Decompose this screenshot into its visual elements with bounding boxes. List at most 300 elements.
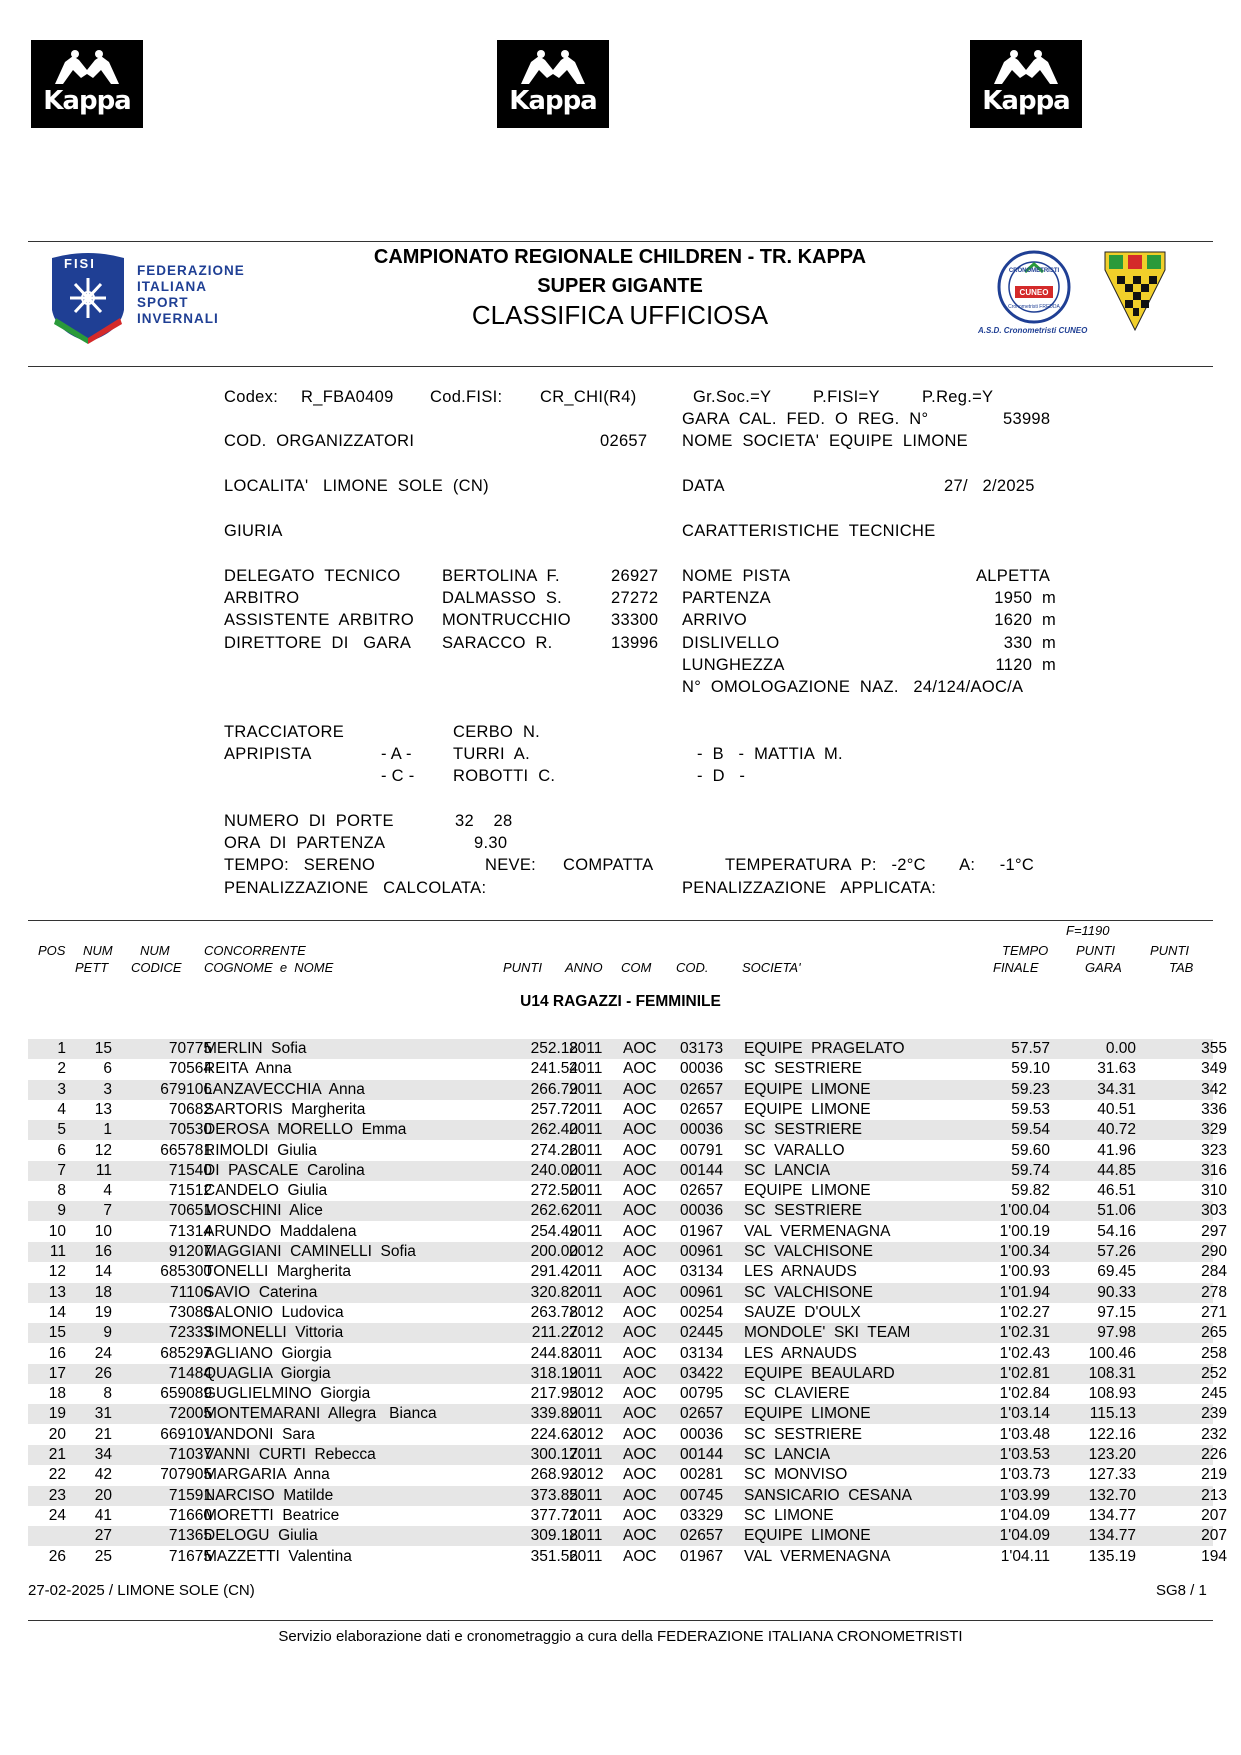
cell-gara: 44.85 — [1097, 1161, 1136, 1179]
apripista-b: - B - MATTIA M. — [697, 745, 843, 763]
footer-page-id: SG8 / 1 — [1156, 1582, 1207, 1599]
cell-soc: SC LIMONE — [744, 1506, 834, 1524]
apripista-c-name: ROBOTTI C. — [453, 767, 556, 785]
cell-pett: 19 — [94, 1303, 112, 1321]
cell-cod: 00144 — [680, 1161, 724, 1179]
arbitro-label: ARBITRO — [224, 589, 300, 607]
cell-soc: SC MONVISO — [744, 1466, 848, 1484]
cell-tab: 258 — [1201, 1344, 1227, 1362]
cell-cod: 00036 — [680, 1202, 724, 1220]
cell-cod: 00791 — [680, 1141, 724, 1159]
kappa-wordmark: Kappa — [509, 86, 597, 116]
assistente-label: ASSISTENTE ARBITRO — [224, 611, 414, 629]
header-divider-bottom — [28, 366, 1213, 367]
temperatura: TEMPERATURA P: -2°C A: -1°C — [725, 856, 1035, 874]
cell-anno: 2011 — [569, 1060, 603, 1078]
cell-tab: 239 — [1201, 1405, 1227, 1423]
cell-pos: 18 — [48, 1385, 66, 1403]
table-row — [28, 1404, 1227, 1424]
cell-tempo: 1'03.14 — [999, 1405, 1050, 1423]
cell-com: AOC — [623, 1486, 657, 1504]
cell-soc: EQUIPE BEAULARD — [744, 1364, 895, 1382]
header-num2: NUM — [140, 943, 170, 958]
cell-pos: 13 — [48, 1283, 66, 1301]
cell-tempo: 1'02.27 — [999, 1303, 1050, 1321]
cell-cod: 02657 — [680, 1182, 724, 1200]
cell-punti: 263.78 — [530, 1303, 578, 1321]
cell-gara: 122.16 — [1088, 1425, 1136, 1443]
fisi-line: FEDERAZIONE — [137, 263, 245, 278]
cell-tab: 271 — [1201, 1303, 1227, 1321]
cell-codice: 70564 — [168, 1060, 212, 1078]
cell-punti: 262.40 — [530, 1121, 578, 1139]
cell-punti: 262.62 — [530, 1202, 578, 1220]
cell-gara: 135.19 — [1088, 1547, 1136, 1565]
cell-soc: EQUIPE LIMONE — [744, 1080, 871, 1098]
cell-codice: 70530 — [168, 1121, 212, 1139]
cell-pos: 11 — [49, 1243, 66, 1260]
cell-pett: 16 — [94, 1243, 112, 1260]
cell-punti: 224.63 — [530, 1425, 578, 1443]
cell-tab: 323 — [1201, 1141, 1227, 1159]
stopwatch-badge-icon — [997, 250, 1071, 324]
cell-cod: 00795 — [680, 1385, 724, 1403]
cell-soc: EQUIPE LIMONE — [744, 1405, 871, 1423]
cell-pos: 21 — [48, 1446, 66, 1463]
cell-anno: 2012 — [569, 1466, 604, 1484]
cell-gara: 108.93 — [1088, 1385, 1136, 1403]
cell-pett: 1 — [103, 1121, 112, 1139]
cell-pett: 41 — [94, 1506, 112, 1524]
kappa-figures-icon — [984, 48, 1068, 88]
cell-anno: 2012 — [569, 1243, 604, 1260]
cell-cod: 00144 — [680, 1446, 724, 1463]
cell-pett: 42 — [94, 1466, 112, 1484]
gara-cal-label: GARA CAL. FED. O REG. N° — [682, 410, 929, 428]
cell-pos: 23 — [48, 1486, 66, 1504]
cell-anno: 2011 — [569, 1486, 603, 1504]
cell-codice: 71540 — [168, 1161, 212, 1179]
cell-tab: 342 — [1201, 1080, 1227, 1098]
porte-value: 32 28 — [455, 812, 513, 830]
crono-center: CUNEO — [1019, 288, 1049, 297]
cell-soc: VAL VERMENAGNA — [744, 1222, 891, 1240]
cell-com: AOC — [623, 1324, 657, 1342]
cell-cod: 00961 — [680, 1283, 724, 1301]
cell-gara: 134.77 — [1088, 1506, 1136, 1524]
cell-punti: 217.95 — [530, 1385, 578, 1403]
direttore-name: SARACCO R. — [442, 634, 553, 652]
cell-nome: LANZAVECCHIA Anna — [204, 1080, 365, 1098]
table-row — [28, 1039, 1227, 1059]
cell-tempo: 59.53 — [1011, 1100, 1050, 1118]
cell-pos: 17 — [48, 1364, 66, 1382]
cell-nome: VANDONI Sara — [204, 1425, 315, 1443]
tempo-meteo: TEMPO: SERENO — [224, 856, 376, 874]
table-row — [28, 1141, 1227, 1161]
neve-value: COMPATTA — [563, 856, 654, 874]
category-heading: U14 RAGAZZI - FEMMINILE — [520, 993, 721, 1010]
cell-cod: 01967 — [680, 1547, 724, 1565]
cell-punti: 272.50 — [530, 1182, 578, 1200]
cell-codice: 71512 — [168, 1182, 212, 1200]
cell-cod: 00036 — [680, 1060, 724, 1078]
cell-gara: 69.45 — [1097, 1263, 1136, 1281]
cell-tab: 349 — [1201, 1060, 1227, 1078]
cell-gara: 40.51 — [1097, 1100, 1136, 1118]
ora-label: ORA DI PARTENZA — [224, 834, 386, 852]
cell-soc: SC VARALLO — [744, 1141, 845, 1159]
cell-gara: 90.33 — [1097, 1283, 1136, 1301]
tracciatore-name: CERBO N. — [453, 723, 541, 741]
apripista-d: - D - — [697, 767, 746, 785]
delegato-name: BERTOLINA F. — [442, 567, 560, 585]
cell-pos: 16 — [48, 1344, 66, 1362]
cell-soc: VAL VERMENAGNA — [744, 1547, 891, 1565]
fisi-letters: FISI — [64, 256, 96, 271]
cell-punti: 377.71 — [530, 1506, 578, 1524]
localita: LOCALITA' LIMONE SOLE (CN) — [224, 477, 489, 495]
cell-pett: 10 — [94, 1222, 112, 1240]
cell-nome: QUAGLIA Giorgia — [204, 1364, 331, 1382]
cod-org-label: COD. ORGANIZZATORI — [224, 432, 415, 450]
cell-nome: SARTORIS Margherita — [204, 1100, 366, 1118]
footer-divider — [28, 1620, 1213, 1621]
cell-pos: 5 — [57, 1121, 66, 1139]
cell-soc: LES ARNAUDS — [744, 1263, 857, 1281]
cell-anno: 2011 — [569, 1506, 603, 1524]
cell-codice: 71365 — [168, 1527, 212, 1545]
cell-com: AOC — [623, 1303, 657, 1321]
cell-codice: 71484 — [168, 1364, 212, 1382]
cell-soc: EQUIPE LIMONE — [744, 1182, 871, 1200]
cell-pos: 12 — [48, 1263, 66, 1281]
cell-pett: 15 — [94, 1040, 112, 1057]
cell-tempo: 1'00.34 — [999, 1243, 1050, 1260]
porte-label: NUMERO DI PORTE — [224, 812, 394, 830]
cell-soc: SC SESTRIERE — [744, 1202, 862, 1220]
delegato-label: DELEGATO TECNICO — [224, 567, 401, 585]
pfisi: P.FISI=Y — [813, 388, 880, 406]
neve-label: NEVE: — [485, 856, 537, 874]
cell-punti: 240.00 — [530, 1161, 578, 1179]
table-row — [28, 1486, 1227, 1506]
cell-nome: MONTEMARANI Allegra Bianca — [204, 1405, 437, 1423]
cell-soc: EQUIPE LIMONE — [744, 1100, 871, 1118]
lunghezza-value: 1120 m — [995, 656, 1056, 674]
table-divider — [28, 920, 1213, 921]
cell-codice: 72333 — [168, 1324, 212, 1342]
cell-pett: 9 — [103, 1324, 112, 1342]
kappa-logo-center — [497, 40, 609, 128]
header-finale: FINALE — [993, 960, 1039, 975]
cell-tempo: 1'02.81 — [999, 1364, 1050, 1382]
cell-nome: MAGGIANI CAMINELLI Sofia — [204, 1243, 416, 1260]
table-row — [28, 1526, 1227, 1546]
cell-tempo: 1'04.09 — [999, 1506, 1050, 1524]
header-pett: PETT — [75, 960, 109, 975]
cell-nome: TONELLI Margherita — [204, 1263, 352, 1281]
cell-pos: 14 — [48, 1303, 66, 1321]
cell-nome: REITA Anna — [204, 1060, 292, 1078]
cell-pett: 14 — [94, 1263, 112, 1281]
cell-com: AOC — [623, 1405, 657, 1423]
cell-com: AOC — [623, 1222, 657, 1240]
cell-punti: 266.79 — [530, 1080, 578, 1098]
cell-punti: 200.00 — [530, 1243, 578, 1260]
cell-tempo: 59.74 — [1011, 1161, 1050, 1179]
kappa-wordmark: Kappa — [43, 86, 131, 116]
header-punti-gara-2: GARA — [1085, 960, 1122, 975]
header-num: NUM — [83, 943, 113, 958]
cell-nome: SALONIO Ludovica — [204, 1303, 344, 1321]
cell-pos: 2 — [57, 1060, 66, 1078]
nome-societa: NOME SOCIETA' EQUIPE LIMONE — [682, 432, 968, 450]
cell-pett: 7 — [103, 1202, 112, 1220]
arbitro-code: 27272 — [611, 589, 659, 607]
cell-com: AOC — [623, 1344, 657, 1362]
crono-ring-bottom: Cronometristi FREDDA — [1008, 304, 1060, 310]
cell-cod: 00036 — [680, 1121, 724, 1139]
partenza-label: PARTENZA — [682, 589, 771, 607]
table-row — [28, 1222, 1227, 1242]
kappa-logo-right — [970, 40, 1082, 128]
codex-label: Codex: — [224, 388, 279, 406]
cell-pett: 20 — [94, 1486, 112, 1504]
cell-cod: 02657 — [680, 1100, 724, 1118]
crono-caption: A.S.D. Cronometristi CUNEO — [978, 326, 1088, 335]
club-crest — [1103, 250, 1167, 332]
cell-codice: 71037 — [168, 1446, 212, 1463]
cell-gara: 97.98 — [1097, 1324, 1136, 1342]
pista-value: ALPETTA — [976, 567, 1051, 585]
arrivo-label: ARRIVO — [682, 611, 748, 629]
pista-label: NOME PISTA — [682, 567, 791, 585]
apripista-label: APRIPISTA — [224, 745, 312, 763]
event-title: CAMPIONATO REGIONALE CHILDREN - TR. KAPPA — [373, 246, 867, 268]
cell-gara: 115.13 — [1089, 1405, 1136, 1423]
cell-tempo: 1'02.31 — [999, 1324, 1050, 1342]
cell-tab: 245 — [1201, 1385, 1227, 1403]
table-row — [28, 1445, 1227, 1465]
cell-cod: 03422 — [680, 1364, 724, 1382]
kappa-figures-icon — [45, 48, 129, 88]
cronometristi-logo — [997, 250, 1071, 324]
table-row — [28, 1547, 1227, 1567]
dislivello-label: DISLIVELLO — [682, 634, 780, 652]
tracciatore-label: TRACCIATORE — [224, 723, 345, 741]
cell-codice: 659089 — [160, 1385, 212, 1403]
cell-tab: 213 — [1201, 1486, 1227, 1504]
cell-codice: 71591 — [168, 1486, 212, 1504]
cell-tab: 265 — [1201, 1324, 1227, 1342]
checkered-shield-icon — [1103, 250, 1167, 332]
cell-tab: 297 — [1201, 1222, 1227, 1240]
table-row — [28, 1262, 1227, 1282]
cell-com: AOC — [623, 1283, 657, 1301]
apripista-a-name: TURRI A. — [453, 745, 530, 763]
cell-pett: 24 — [94, 1344, 112, 1362]
cell-tempo: 1'03.48 — [999, 1425, 1050, 1443]
assistente-code: 33300 — [611, 611, 659, 629]
cell-codice: 91207 — [168, 1243, 212, 1260]
cell-pett: 21 — [94, 1425, 112, 1443]
cell-pett: 25 — [94, 1547, 112, 1565]
cell-pos: 3 — [57, 1080, 66, 1098]
cell-pos: 4 — [57, 1100, 66, 1118]
cell-cod: 03329 — [680, 1506, 724, 1524]
cell-gara: 54.16 — [1097, 1222, 1136, 1240]
cell-tempo: 1'04.11 — [1000, 1547, 1050, 1565]
cell-tempo: 59.23 — [1011, 1080, 1050, 1098]
penalizzazione-applicata: PENALIZZAZIONE APPLICATA: — [682, 879, 937, 897]
header-punti-tab-1: PUNTI — [1150, 943, 1189, 958]
cell-nome: RIMOLDI Giulia — [204, 1141, 317, 1159]
cell-pett: 4 — [103, 1182, 112, 1200]
cell-punti: 274.26 — [530, 1141, 578, 1159]
cell-com: AOC — [623, 1121, 657, 1139]
cell-gara: 134.77 — [1088, 1527, 1136, 1545]
cell-nome: DEROSA MORELLO Emma — [204, 1121, 407, 1139]
cell-com: AOC — [623, 1040, 657, 1057]
cell-com: AOC — [623, 1506, 657, 1524]
cell-codice: 669101 — [160, 1425, 212, 1443]
cell-pett: 11 — [95, 1161, 112, 1179]
cell-tempo: 1'02.84 — [999, 1385, 1050, 1403]
cell-com: AOC — [623, 1263, 657, 1281]
data-label: DATA — [682, 477, 725, 495]
footer-date-place: 27-02-2025 / LIMONE SOLE (CN) — [28, 1582, 255, 1599]
cell-tab: 310 — [1201, 1182, 1227, 1200]
cell-nome: VANNI CURTI Rebecca — [204, 1446, 376, 1463]
cell-punti: 244.83 — [530, 1344, 578, 1362]
cell-tempo: 1'00.19 — [999, 1222, 1050, 1240]
cell-com: AOC — [623, 1243, 657, 1260]
cell-codice: 665781 — [160, 1141, 212, 1159]
cell-tempo: 57.57 — [1011, 1040, 1050, 1057]
cell-pos: 10 — [48, 1222, 66, 1240]
cell-pos: 26 — [48, 1547, 66, 1565]
cell-punti: 318.19 — [530, 1364, 578, 1382]
cell-com: AOC — [623, 1425, 657, 1443]
cell-anno: 2011 — [569, 1283, 603, 1301]
cell-anno: 2011 — [569, 1222, 603, 1240]
cell-codice: 71314 — [168, 1222, 212, 1240]
cell-tempo: 1'04.09 — [999, 1527, 1050, 1545]
cell-com: AOC — [623, 1100, 657, 1118]
cell-punti: 268.93 — [530, 1466, 578, 1484]
cell-com: AOC — [623, 1364, 657, 1382]
cell-pos: 6 — [57, 1141, 66, 1159]
crono-ring-top: CRONOMETRISTI — [1008, 268, 1060, 274]
cell-tempo: 59.10 — [1011, 1060, 1050, 1078]
cell-cod: 03134 — [680, 1344, 724, 1362]
table-row — [28, 1283, 1227, 1303]
dislivello-value: 330 m — [1003, 634, 1056, 652]
table-row — [28, 1344, 1227, 1364]
table-row — [28, 1080, 1227, 1100]
header-cod: COD. — [676, 960, 709, 975]
cell-pos: 1 — [57, 1040, 66, 1057]
cell-gara: 40.72 — [1097, 1121, 1136, 1139]
cell-pett: 8 — [103, 1385, 112, 1403]
table-row — [28, 1120, 1227, 1140]
cell-soc: MONDOLE' SKI TEAM — [744, 1324, 911, 1342]
cell-anno: 2011 — [569, 1141, 603, 1159]
cell-anno: 2011 — [569, 1527, 603, 1545]
cell-soc: SC SESTRIERE — [744, 1425, 862, 1443]
direttore-label: DIRETTORE DI GARA — [224, 634, 412, 652]
table-row — [28, 1303, 1227, 1323]
cell-punti: 257.72 — [530, 1100, 578, 1118]
cell-pos: 20 — [48, 1425, 66, 1443]
cell-pos: 24 — [48, 1506, 66, 1524]
cell-gara: 51.06 — [1097, 1202, 1136, 1220]
cell-cod: 02657 — [680, 1405, 724, 1423]
gara-cal-value: 53998 — [1003, 410, 1051, 428]
cell-pos: 22 — [48, 1466, 66, 1484]
cell-punti: 309.18 — [530, 1527, 578, 1545]
apripista-c-tag: - C - — [381, 767, 415, 785]
cell-soc: EQUIPE LIMONE — [744, 1527, 871, 1545]
cell-com: AOC — [623, 1527, 657, 1545]
cell-anno: 2011 — [569, 1263, 603, 1281]
cell-com: AOC — [623, 1060, 657, 1078]
cell-soc: SC SESTRIERE — [744, 1121, 862, 1139]
cell-punti: 339.89 — [530, 1405, 578, 1423]
cell-codice: 71106 — [170, 1283, 212, 1301]
header-codice: CODICE — [131, 960, 182, 975]
cell-tempo: 59.60 — [1011, 1141, 1050, 1159]
omologazione: N° OMOLOGAZIONE NAZ. 24/124/AOC/A — [682, 678, 1024, 696]
fisi-line: INVERNALI — [137, 311, 219, 326]
cell-tempo: 1'00.93 — [999, 1263, 1050, 1281]
cell-gara: 31.63 — [1097, 1060, 1136, 1078]
cell-nome: CANDELO Giulia — [204, 1182, 328, 1200]
header-punti: PUNTI — [503, 960, 542, 975]
header-pos: POS — [38, 943, 66, 958]
cell-pos: 9 — [57, 1202, 66, 1220]
cell-pett: 18 — [94, 1283, 112, 1301]
direttore-code: 13996 — [611, 634, 659, 652]
cell-soc: SC VALCHISONE — [744, 1243, 873, 1260]
cell-codice: 70682 — [168, 1100, 212, 1118]
grsoc: Gr.Soc.=Y — [693, 388, 772, 406]
cell-punti: 252.18 — [530, 1040, 578, 1057]
cell-anno: 2011 — [569, 1182, 603, 1200]
cell-cod: 03173 — [680, 1040, 724, 1057]
cell-soc: SAUZE D'OULX — [744, 1303, 861, 1321]
cell-nome: GUGLIELMINO Giorgia — [204, 1385, 371, 1403]
cell-codice: 73080 — [168, 1303, 212, 1321]
cell-soc: SC CLAVIERE — [744, 1385, 850, 1403]
cell-punti: 211.27 — [531, 1324, 578, 1342]
cell-cod: 00745 — [680, 1486, 724, 1504]
cell-pett: 3 — [103, 1080, 112, 1098]
cell-cod: 00281 — [680, 1466, 724, 1484]
cell-soc: SANSICARIO CESANA — [744, 1486, 912, 1504]
cell-tab: 316 — [1201, 1161, 1227, 1179]
cell-punti: 300.17 — [530, 1446, 578, 1463]
cell-cod: 01967 — [680, 1222, 724, 1240]
header-anno: ANNO — [565, 960, 603, 975]
header-concorrente: CONCORRENTE — [204, 943, 306, 958]
cell-codice: 70651 — [168, 1202, 212, 1220]
cell-pos: 15 — [48, 1324, 66, 1342]
cell-anno: 2011 — [569, 1100, 603, 1118]
table-row — [28, 1506, 1227, 1526]
cell-pett: 34 — [94, 1446, 112, 1463]
